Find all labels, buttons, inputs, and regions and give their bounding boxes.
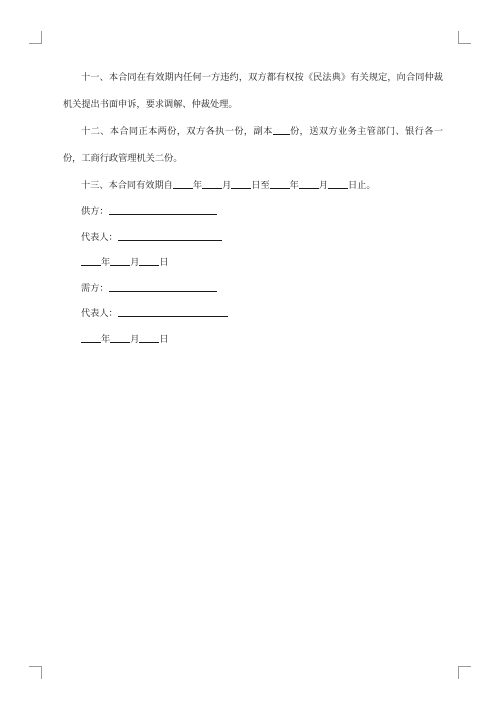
crop-mark-bottom-left (29, 666, 42, 679)
start-year-blank (173, 178, 193, 189)
supplier-rep-line (63, 225, 443, 251)
end-year-blank (270, 178, 290, 189)
to-label: 至 (260, 180, 270, 191)
supplier-year-label: 年 (101, 257, 111, 268)
end-month-blank (299, 178, 319, 189)
clause-12 (63, 118, 443, 172)
clause-13-text: 十三、本合同有效期自 (81, 180, 173, 191)
crop-mark-top-right (458, 31, 471, 44)
clause-12-text-b: 份，送双方业务主管部门、银行各一份，工商行政管理机关二份。 (63, 126, 444, 164)
supplier-signature-blank (109, 204, 217, 215)
crop-mark-bottom-right (458, 666, 471, 679)
supplier-line (63, 199, 443, 225)
supplier-month-blank (110, 255, 130, 266)
buyer-day-blank (139, 332, 159, 343)
end-day-blank (328, 178, 348, 189)
buyer-date-line (63, 327, 443, 353)
contract-body (63, 64, 443, 352)
end-day-label: 日止。 (348, 180, 376, 191)
supplier-date-line (63, 250, 443, 276)
supplier-rep-label: 代表人： (81, 231, 118, 243)
buyer-month-label: 月 (130, 333, 140, 345)
start-month-blank (202, 178, 222, 189)
buyer-rep-blank (118, 306, 228, 317)
supplier-year-blank (81, 255, 101, 266)
buyer-rep-label: 代表人： (81, 308, 118, 319)
buyer-year-label: 年 (101, 333, 111, 345)
buyer-label: 需方： (81, 282, 109, 294)
clause-13 (63, 172, 443, 199)
end-month-label: 月 (318, 180, 328, 191)
buyer-line (63, 276, 443, 302)
copies-blank (273, 124, 290, 135)
buyer-rep-line (63, 301, 443, 327)
supplier-month-label: 月 (130, 257, 140, 268)
supplier-day-label: 日 (159, 257, 169, 268)
end-year-label: 年 (289, 180, 299, 191)
start-year-label: 年 (192, 180, 203, 191)
buyer-signature-blank (109, 281, 217, 292)
crop-mark-top-left (29, 31, 42, 44)
clause-12-text-a: 十二、本合同正本两份，双方各执一份，副本 (81, 126, 273, 137)
supplier-label: 供方： (81, 206, 109, 217)
start-day-label: 日 (251, 180, 261, 191)
clause-11: 十一、本合同在有效期内任何一方违约，双方都有权按《民法典》有关规定，向合同仲裁机关提出书面申诉，要求调解、仲裁处理。 (63, 72, 443, 110)
start-day-blank (231, 178, 251, 189)
buyer-year-blank (81, 332, 101, 343)
start-month-label: 月 (222, 180, 232, 191)
supplier-day-blank (139, 255, 159, 266)
supplier-rep-blank (118, 230, 222, 241)
buyer-month-blank (110, 332, 130, 343)
buyer-day-label: 日 (159, 333, 169, 345)
